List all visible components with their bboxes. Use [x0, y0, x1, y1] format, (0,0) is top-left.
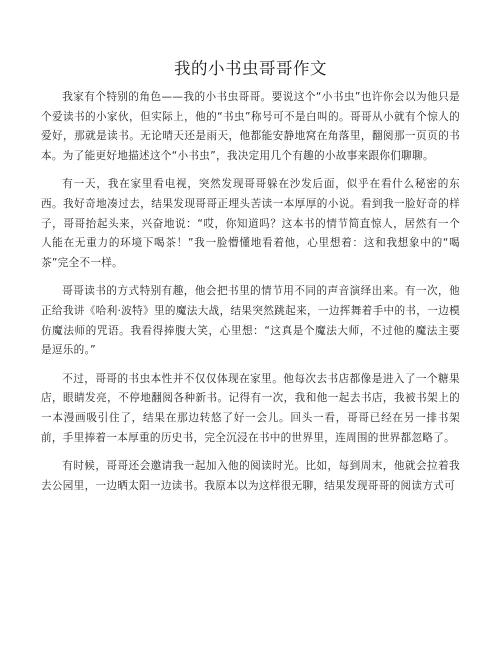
paragraph-4: 不过，哥哥的书虫本性并不仅仅体现在家里。他每次去书店都像是进入了一个糖果店，眼睛发亮，不停地翻阅各种新书。记得有一次，我和他一起去书店，我被书架上的一本漫画吸引住了，结果在那边转悠了好一会儿。回头一看，哥哥已经在另一排书架前，手里捧着一本厚重的历史书，完全沉浸在书中的世界里，连周围的世界都忽略了。 — [41, 372, 460, 444]
paragraph-2: 有一天，我在家里看电视，突然发现哥哥躲在沙发后面，似乎在看什么秘密的东西。我好奇地凑过去，结果发现哥哥正埋头苦读一本厚厚的小说。看到我一脸好奇的样子，哥哥抬起头来，兴奋地说：“哎，你知道吗？这本书的情节简直惊人，居然有一个人能在无重力的环境下喝茶！”我一脸懵懂地看着他，心里想着：这和我想象中的“喝茶”完全不一样。 — [41, 178, 460, 269]
paragraph-3: 哥哥读书的方式特别有趣，他会把书里的情节用不同的声音演绎出来。有一次，他正给我讲《哈利·波特》里的魔法大战，结果突然跳起来，一边挥舞着手中的书，一边模仿魔法师的咒语。我看得捧腹大笑，心里想：“这真是个魔法大师，不过他的魔法主要是逗乐的。” — [41, 285, 460, 357]
paragraph-1: 我家有个特别的角色——我的小书虫哥哥。要说这个“小书虫”也许你会以为他只是个爱读书的小家伙，但实际上，他的“书虫”称号可不是白叫的。哥哥从小就有个惊人的爱好，那就是读书。无论晴天还是雨天，他都能安静地窝在角落里，翻阅那一页页的书本。为了能更好地描述这个“小书虫”，我决定用几个有趣的小故事来跟你们聊聊。 — [41, 91, 460, 162]
document-title: 我的小书虫哥哥作文 — [174, 59, 327, 78]
paragraph-5: 有时候，哥哥还会邀请我一起加入他的阅读时光。比如，每到周末，他就会拉着我去公园里，一边晒太阳一边读书。我原本以为这样很无聊，结果发现哥哥的阅读方式可 — [41, 460, 460, 492]
